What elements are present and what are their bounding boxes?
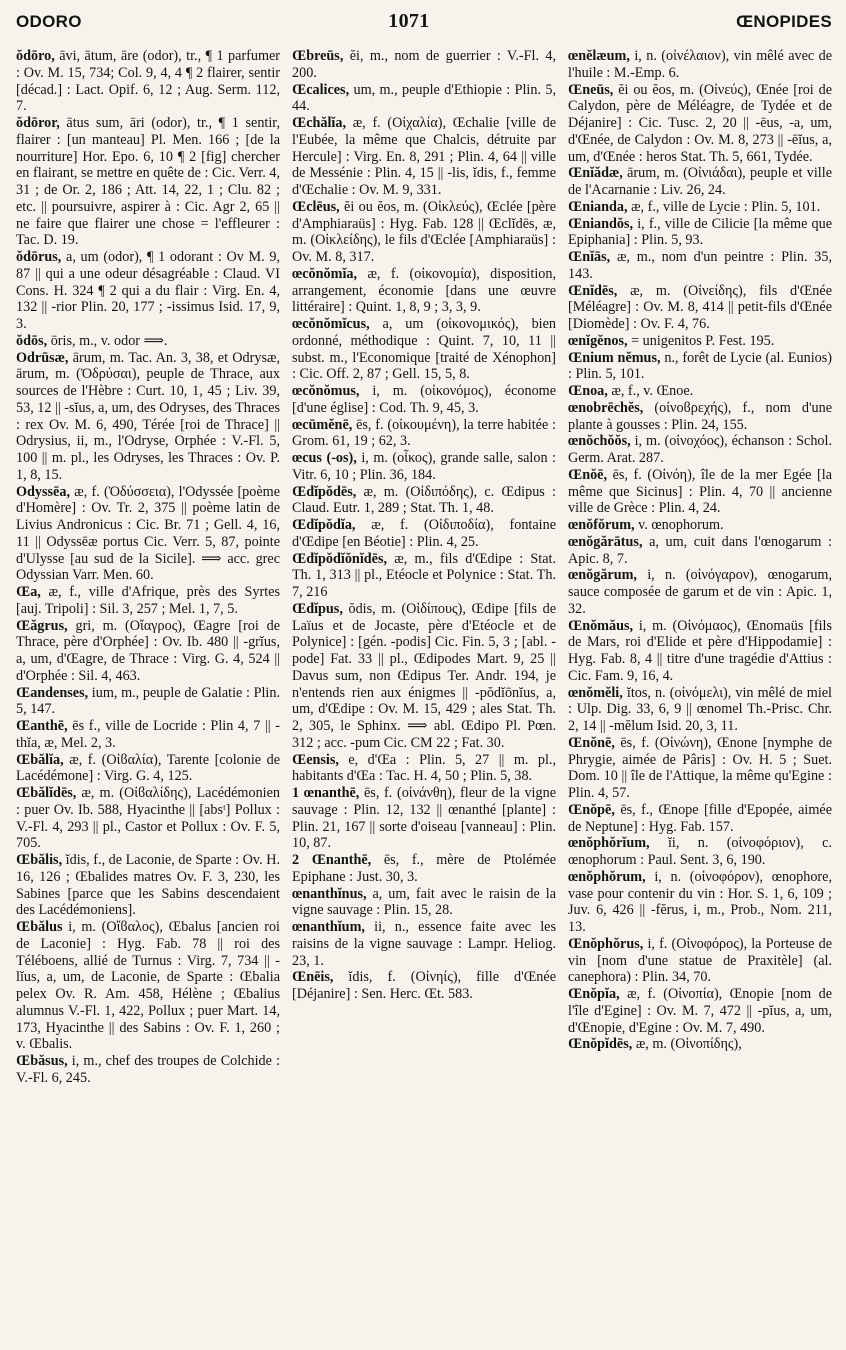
entry-definition: ĭdis, f. (Οἰνηίς), fille d'Œnée [Déjanire] : Sen. Herc. Œt. 583.	[292, 969, 556, 1002]
dictionary-entry	[568, 333, 832, 350]
dictionary-entry	[568, 534, 832, 568]
entry-headword: Œandenses,	[16, 684, 89, 701]
entry-definition: ēs, f., Œnope [fille d'Epopée, aimée de Neptune] : Hyg. Fab. 157.	[568, 801, 832, 835]
entry-headword: œnŏphŏrum,	[568, 868, 646, 885]
entry-definition: a, um, fait avec le raisin de la vigne sauvage : Plin. 15, 28.	[292, 885, 556, 919]
entry-definition: ēs, f. (οἰκουμένη), la terre habitée : Grom. 61, 19 ; 62, 3.	[292, 416, 556, 450]
dictionary-entry	[292, 383, 556, 417]
entry-definition: æ, m. (Οἰδιπόδης), c. Œdipus : Claud. Eutr. 1, 289 ; Stat. Th. 1, 48.	[292, 483, 556, 517]
dictionary-entry	[16, 718, 280, 752]
dictionary-entry	[292, 115, 556, 199]
entry-headword: Œdĭpŏdĭŏnĭdēs,	[292, 550, 388, 567]
dictionary-entry	[568, 936, 832, 986]
entry-definition: a, um, cuit dans l'œnogarum : Apic. 8, 7.	[568, 533, 832, 567]
entry-definition: ārum, m. Tac. An. 3, 38, et Odrysæ, ārum, m. (Ὀδρύσαι), peuple de Thrace, aux sources de l'Hèbre : Curt. 10, 1, 45 ; Liv. 39, 53, 12 || -sĭus, a, um, des Odryses, des Thraces : rex Ov. M. 6, 490, Térée [roi de Thrace] || Odrysius, ii, m., l'Odryse, Orphée : V.-Fl. 5, 100 || m. pl., les Odryses, les Thraces : Ov. P. 1, 8, 15.	[16, 349, 280, 483]
entry-headword: œnŏgărum,	[568, 567, 637, 584]
entry-headword: Œnium nĕmus,	[568, 349, 661, 366]
dictionary-entry	[568, 567, 832, 617]
entry-headword: Œanthē,	[16, 718, 68, 734]
entry-headword: œcŏnŏmĭcus,	[292, 316, 370, 332]
entry-definition: æ, m., nom d'un peintre : Plin. 35, 143.	[568, 249, 832, 282]
entry-headword: Œnēis,	[292, 969, 334, 986]
dictionary-entry	[568, 199, 832, 216]
entry-definition: ĕi ou ĕos, m. (Οἰκλεύς), Œclée [père d'Amphiaraüs] : Hyg. Fab. 128 || Œclĭdēs, æ, m. (Οἰκλείδης), le fils d'Œclée [Amphiaraüs] : Ov. M. 8, 317.	[292, 198, 556, 265]
entry-definition: i, f. (Οἰνοφόρος), la Porteuse de vin [nom d'une statue de Praxitèle] (al. canephora) : Plin. 34, 70.	[568, 935, 832, 986]
entry-headword: ŏdōror,	[16, 115, 60, 131]
header-right-guideword: ŒNOPIDES	[736, 12, 832, 31]
dictionary-entry	[16, 685, 280, 719]
entry-headword: œnŏmĕli,	[568, 684, 623, 701]
entry-headword: Œdĭpŏdĭa,	[292, 517, 356, 533]
entry-definition: æ, m. (Οἰνοπίδης),	[632, 1036, 742, 1053]
entry-definition: i, n. (οἰνόγαρον), œnogarum, sauce composée de garum et de vin : Apic. 1, 32.	[568, 567, 832, 617]
entry-headword: œnŏgărātus,	[568, 533, 643, 550]
dictionary-entry	[16, 350, 280, 484]
page-number: 1071	[388, 10, 430, 32]
dictionary-entry	[568, 350, 832, 384]
entry-headword: œcūmĕnē,	[292, 416, 353, 433]
dictionary-entry	[16, 584, 280, 618]
dictionary-entry	[568, 216, 832, 250]
dictionary-entry	[292, 517, 556, 551]
dictionary-entry	[568, 433, 832, 467]
entry-definition: um, m., peuple d'Ethiopie : Plin. 5, 44.	[292, 81, 556, 115]
entry-headword: œnobrēchĕs,	[568, 399, 644, 416]
entry-headword: Œnĭās,	[568, 249, 611, 265]
entry-definition: i, n. (οἰνοφόρον), œnophore, vase pour contenir du vin : Hor. S. 1, 6, 109 ; Juv. 6, 426 || -fĕrus, i, m., Prob., Nom. 211, 13.	[568, 868, 832, 935]
dictionary-entry	[292, 266, 556, 316]
column-left	[16, 48, 280, 1343]
entry-headword: Œnŏphŏrus,	[568, 935, 644, 952]
entry-definition: i, m. (Οἴϐαλος), Œbalus [ancien roi de Laconie] : Hyg. Fab. 78 || roi des Téléboens, allié de Turnus : Virg. 7, 734 || -lĭus, a, um, de Laconie, de Sparte : Œbalia pelex Ov. R. Am. 458, Hélène ; Œbalius alumnus V.-Fl. 1, 422, Pollux ; puer Mart. 14, 173, Hyacinthe || des Sabins : Ov. F. 1, 260 ; v. Œbalis.	[16, 919, 280, 1053]
entry-headword: Œensis,	[292, 751, 339, 768]
dictionary-entry	[292, 450, 556, 484]
entry-headword: ŏdōs,	[16, 332, 48, 349]
dictionary-entry	[568, 869, 832, 936]
dictionary-entry	[292, 886, 556, 920]
dictionary-entry	[568, 802, 832, 836]
entry-definition: i, m. (οἰκονόμος), économe [d'une église] : Cod. Th. 9, 45, 3.	[292, 383, 556, 416]
entry-headword: Œniandŏs,	[568, 215, 634, 232]
dictionary-entry	[16, 115, 280, 249]
dictionary-entry	[568, 82, 832, 166]
entry-definition: a, um (οἰκονομικός), bien ordonné, méthodique : Quint. 7, 10, 11 || subst. m., l'Economique [traité de Xénophon] : Cic. Off. 2, 87 ; Gell. 15, 5, 8.	[292, 316, 556, 383]
dictionary-entry	[16, 249, 280, 333]
dictionary-entry	[292, 417, 556, 451]
entry-definition: ŏdis, m. (Οἰδίπους), Œdipe [fils de Laïus et de Jocaste, père d'Etéocle et de Polynice] : [gén. -podis] Cic. Fin. 5, 3 ; [abl. -pode] Fat. 33 || pl., Œdipodes Mart. 9, 25 || Davus sum, non Œdipus Ter. Andr. 194, je n'entends rien aux énigmes || -pŏdĭōnĭus, a, um, d'Œdipe : Ov. M. 15, 429 ; ales Stat. Th. 2, 305, le Sphinx. ⟹ abl. Œdipo Pl. Pœn. 312 ; acc. -pum Cic. CM 22 ; Fat. 30.	[292, 600, 556, 751]
entry-headword: Œbălus	[16, 919, 63, 935]
entry-headword: œnŏphŏrĭum,	[568, 835, 650, 852]
dictionary-entry	[292, 48, 556, 82]
entry-headword: œnanthĭnus,	[292, 885, 367, 902]
entry-headword: 2 Œnanthē,	[292, 852, 372, 868]
entry-headword: Œnŏpĭdēs,	[568, 1036, 633, 1053]
dictionary-entry	[292, 785, 556, 852]
dictionary-entry	[292, 484, 556, 518]
dictionary-entry	[16, 333, 280, 350]
entry-headword: Œcalices,	[292, 81, 350, 98]
entry-headword: Œbălĭa,	[16, 751, 64, 768]
entry-headword: ŏdōrus,	[16, 249, 62, 265]
dictionary-entry	[568, 283, 832, 333]
entry-definition: ārum, m. (Οἰνιάδαι), peuple et ville de l'Acarnanie : Liv. 26, 24.	[568, 165, 832, 198]
entry-headword: œcŏnŏmĭa,	[292, 265, 358, 282]
entry-definition: e, d'Œa : Plin. 5, 27 || m. pl., habitants d'Œa : Tac. H. 4, 50 ; Plin. 5, 38.	[292, 751, 556, 785]
entry-headword: œnĕlæum,	[568, 48, 630, 64]
entry-definition: ĕi ou ĕos, m. (Οἰνεύς), Œnée [roi de Calydon, père de Méléagre, de Tydée et de Déjanire] : Cic. Tusc. 2, 20 || -ēus, -a, um, d'Œnée, de Calydon : Ov. M. 8, 273 || -ēĭus, a, um, d'Œnée : heros Stat. Th. 5, 661, Tydée.	[568, 81, 832, 165]
entry-headword: Œnŏmăus,	[568, 617, 634, 634]
entry-headword: Œclēus,	[292, 198, 340, 215]
entry-headword: œnŏchŏŏs,	[568, 433, 631, 450]
entry-definition: i, m. (οἰνοχόος), échanson : Schol. Germ. Arat. 287.	[568, 433, 832, 466]
entry-definition: ēs, f., mère de Ptolémée Epiphane : Just. 30, 3.	[292, 852, 556, 885]
entry-definition: v. œnophorum.	[634, 517, 724, 533]
dictionary-entry	[292, 82, 556, 116]
dictionary-entry	[568, 400, 832, 434]
dictionary-entry	[568, 735, 832, 802]
dictionary-entry	[568, 383, 832, 400]
entry-definition: æ, f., v. Œnoe.	[607, 383, 694, 399]
dictionary-entry	[16, 1053, 280, 1087]
entry-headword: œcus (-os),	[292, 450, 357, 466]
header-left-guideword: ODORO	[16, 12, 82, 31]
entry-definition: i, f., ville de Cilicie [la même que Epiphania] : Plin. 5, 93.	[568, 215, 832, 249]
entry-definition: æ, m. (Οἰϐαλίδης), Lacédémonien : puer Ov. Ib. 588, Hyacinthe || [absᵗ] Pollux : V.-Fl. 4, 293 || pl., Castor et Pollux : Ov. F. 5, 705.	[16, 785, 280, 852]
entry-headword: Œnŏpĭa,	[568, 986, 620, 1002]
dictionary-entry	[16, 752, 280, 786]
entry-headword: Odrūsæ,	[16, 349, 69, 366]
entry-headword: œcŏnŏmus,	[292, 383, 360, 399]
entry-headword: Œbreūs,	[292, 48, 344, 64]
entry-headword: œnĭgĕnos,	[568, 332, 628, 349]
entry-headword: Œdĭpus,	[292, 600, 343, 617]
dictionary-entry	[568, 48, 832, 82]
entry-definition: æ, f. (Οἰδιποδία), fontaine d'Œdipe [en Béotie] : Plin. 4, 25.	[292, 517, 556, 550]
entry-definition: ēs, f. (Οἰνώνη), Œnone [nymphe de Phrygie, aimée de Pâris] : Ov. H. 5 ; Suet. Dom. 10 || île de l'Attique, la même qu'Egine : Plin. 4, 57.	[568, 734, 832, 801]
entry-definition: = unigenitos P. Fest. 195.	[627, 332, 775, 349]
entry-headword: Œnŏē,	[568, 466, 608, 483]
entry-definition: i, m., chef des troupes de Colchide : V.-Fl. 6, 245.	[16, 1053, 280, 1086]
entry-headword: Œneūs,	[568, 81, 614, 98]
entry-definition: æ, f. (Οἰϐαλία), Tarente [colonie de Lacédémone] : Virg. G. 4, 125.	[16, 751, 280, 785]
entry-definition: ĭtos, n. (οἰνόμελι), vin mêlé de miel : Ulp. Dig. 33, 6, 9 || œnomel Th.-Prisc. Chr. 2, 14 || -mĕlum Isid. 20, 3, 11.	[568, 684, 832, 734]
dictionary-entry	[292, 551, 556, 601]
entry-definition: ĭi, n. (οἰνοφόριον), c. œnophorum : Paul. Sent. 3, 6, 190.	[568, 835, 832, 868]
dictionary-entry	[568, 165, 832, 199]
entry-definition: æ, m., fils d'Œdipe : Stat. Th. 1, 313 || pl., Etéocle et Polynice : Stat. Th. 7, 216	[292, 550, 556, 600]
dictionary-entry	[568, 249, 832, 283]
dictionary-entry	[16, 785, 280, 852]
dictionary-entry	[16, 48, 280, 115]
dictionary-entry	[568, 986, 832, 1036]
entry-definition: ēs, f. (Οἰνόη), île de la mer Egée [la même que Sicinus] : Plin. 4, 70 || ancienne ville de Grèce : Plin. 4, 24.	[568, 466, 832, 517]
dictionary-entry	[16, 484, 280, 585]
dictionary-entry	[292, 752, 556, 786]
entry-definition: æ, f. (Ὀδύσσεια), l'Odyssée [poème d'Homère] : Ov. Tr. 2, 375 || poème latin de Livius Andronicus : Cic. Br. 71 ; Gell. 4, 16, 11 || Odyssēæ portus Cic. Verr. 5, 87, pointe d'Ulysse [au sud de la Sicile]. ⟹ acc. grec Odyssian Varr. Men. 60.	[16, 483, 280, 584]
running-header	[16, 10, 832, 48]
entry-definition: ii, n., essence faite avec les raisins de la vigne sauvage : Lampr. Heliog. 23, 1.	[292, 919, 556, 969]
dictionary-entry	[568, 835, 832, 869]
entry-headword: Œbălis,	[16, 852, 63, 868]
entry-definition: æ, m. (Οἰνείδης), fils d'Œnée [Méléagre] : Ov. M. 8, 414 || petit-fils d'Œnée [Diomède] : Ov. F. 4, 76.	[568, 282, 832, 332]
entry-definition: ōris, m., v. odor ⟹.	[47, 332, 168, 349]
entry-headword: Œbălĭdēs,	[16, 785, 77, 801]
entry-definition: i, n. (οἰνέλαιον), vin mêlé avec de l'huile : M.-Emp. 6.	[568, 48, 832, 81]
column-middle	[292, 48, 556, 1343]
entry-headword: ŏdōro,	[16, 48, 55, 64]
dictionary-entry	[568, 685, 832, 735]
text-columns	[16, 48, 832, 1343]
dictionary-entry	[568, 517, 832, 534]
entry-headword: Œnĭădæ,	[568, 165, 623, 182]
dictionary-entry	[16, 852, 280, 919]
entry-definition: i, m. (οἶκος), grande salle, salon : Vitr. 6, 10 ; Plin. 36, 184.	[292, 450, 556, 483]
dictionary-entry	[292, 316, 556, 383]
entry-definition: æ, f. (Οἰνοπία), Œnopie [nom de l'île d'Egine] : Ov. M. 7, 472 || -pĭus, a, um, d'Œnopie, d'Egine : Ov. M. 7, 490.	[568, 986, 832, 1036]
entry-headword: Œa,	[16, 584, 41, 600]
dictionary-entry	[568, 1036, 832, 1053]
entry-definition: (οἰνοϐρεχής), f., nom d'une plante à gousses : Plin. 24, 155.	[568, 399, 832, 433]
entry-definition: gri, m. (Οἴαγρος), Œagre [roi de Thrace, père d'Orphée] : Ov. Ib. 480 || -grĭus, a, um, d'Œagre, de Thrace : Virg. G. 4, 524 || d'Orphée : Sil. 4, 463.	[16, 617, 280, 684]
dictionary-entry	[568, 467, 832, 517]
entry-headword: Œnŏnē,	[568, 734, 615, 751]
entry-definition: ĕi, m., nom de guerrier : V.-Fl. 4, 200.	[292, 48, 556, 81]
entry-definition: ĭdis, f., de Laconie, de Sparte : Ov. H. 16, 126 ; Œbalides matres Ov. F. 3, 230, les Sabines [parce que les Sabins descendaient des Lacédémoniens].	[16, 852, 280, 919]
dictionary-entry	[568, 618, 832, 685]
entry-definition: æ, f., ville de Lycie : Plin. 5, 101.	[627, 198, 821, 215]
entry-headword: Œnoa,	[568, 383, 608, 399]
entry-definition: āvi, ātum, āre (odor), tr., ¶ 1 parfumer : Ov. M. 15, 734; Col. 9, 4, 4 ¶ 2 flairer, sentir [décad.] : Lact. Opif. 6, 12 ; Aug. Serm. 112, 7.	[16, 48, 280, 115]
dictionary-entry	[16, 919, 280, 1053]
entry-definition: ātus sum, āri (odor), tr., ¶ 1 sentir, flairer : [un manteau] Pl. Men. 166 ; [de la nourriture] Hor. Epo. 6, 10 ¶ 2 [fig] chercher en flairant, se mettre en quête de : Cic. Verr. 4, 31 ; de Or. 2, 186 ; Att. 14, 22, 1 ; Clu. 82 ; etc. || poursuivre, aspirer à : Cic. Agr 2, 65 || ne faire que flairer une chose = l'effleurer : Tac. D. 19.	[16, 115, 280, 249]
dictionary-entry	[292, 601, 556, 752]
entry-headword: 1 œnanthē,	[292, 785, 360, 801]
entry-definition: æ, f. (οἰκονομία), disposition, arrangement, économie [dans une œuvre littéraire] : Quint. 1, 8, 9 ; 3, 3, 9.	[292, 265, 556, 316]
entry-definition: i, m. (Οἰνόμαος), Œnomaüs [fils de Mars, roi d'Elide et père d'Hippodamie] : Hyg. Fab. 8, 4 || titre d'une tragédie d'Attius : Cic. Fam. 9, 16, 4.	[568, 617, 832, 684]
entry-definition: a, um (odor), ¶ 1 odorant : Ov M. 9, 87 || qui a une odeur désagréable : Claud. VI Cons. H. 324 ¶ 2 qui a du flair : Virg. En. 4, 132 || -rior Plin. 20, 177 ; -issimus Isid. 17, 9, 3.	[16, 249, 280, 332]
entry-headword: Œnĭdēs,	[568, 282, 618, 299]
dictionary-entry	[16, 618, 280, 685]
entry-headword: Œnŏpē,	[568, 801, 615, 818]
entry-definition: æ, f., ville d'Afrique, près des Syrtes [auj. Tripoli] : Sil. 3, 257 ; Mel. 1, 7, 5.	[16, 584, 280, 617]
entry-headword: Œdĭpŏdēs,	[292, 483, 357, 500]
entry-headword: Œnianda,	[568, 198, 628, 215]
entry-definition: ēs, f. (οἰνάνθη), fleur de la vigne sauvage : Plin. 12, 132 || œnanthé [plante] : Plin. 21, 167 || sorte d'oiseau [vanneau] : Plin. 10, 87.	[292, 785, 556, 852]
dictionary-entry	[292, 199, 556, 266]
entry-definition: n., forêt de Lycie (al. Eunios) : Plin. 5, 101.	[568, 349, 832, 383]
entry-headword: Odyssēa,	[16, 483, 70, 500]
dictionary-entry	[292, 919, 556, 969]
column-right	[568, 48, 832, 1343]
entry-definition: ēs f., ville de Locride : Plin 4, 7 || -thĭa, æ, Mel. 2, 3.	[16, 718, 280, 751]
entry-headword: Œbăsus,	[16, 1053, 68, 1069]
entry-definition: ium, m., peuple de Galatie : Plin. 5, 147.	[16, 684, 280, 718]
entry-headword: œnanthĭum,	[292, 919, 365, 935]
entry-headword: Œăgrus,	[16, 617, 68, 634]
dictionary-entry	[292, 852, 556, 886]
entry-definition: æ, f. (Οἰχαλία), Œchalie [ville de l'Eubée, la même que Chalcis, détruite par Hercule] : Virg. En. 8, 291 ; Plin. 4, 64 || ville de Messénie : Plin. 4, 15 || -lis, ĭdis, f., femme d'Œchalie : Ov. M. 9, 331.	[292, 115, 556, 198]
entry-headword: Œchălĭa,	[292, 115, 346, 131]
dictionary-entry	[292, 969, 556, 1003]
entry-headword: œnŏfŏrum,	[568, 517, 635, 533]
